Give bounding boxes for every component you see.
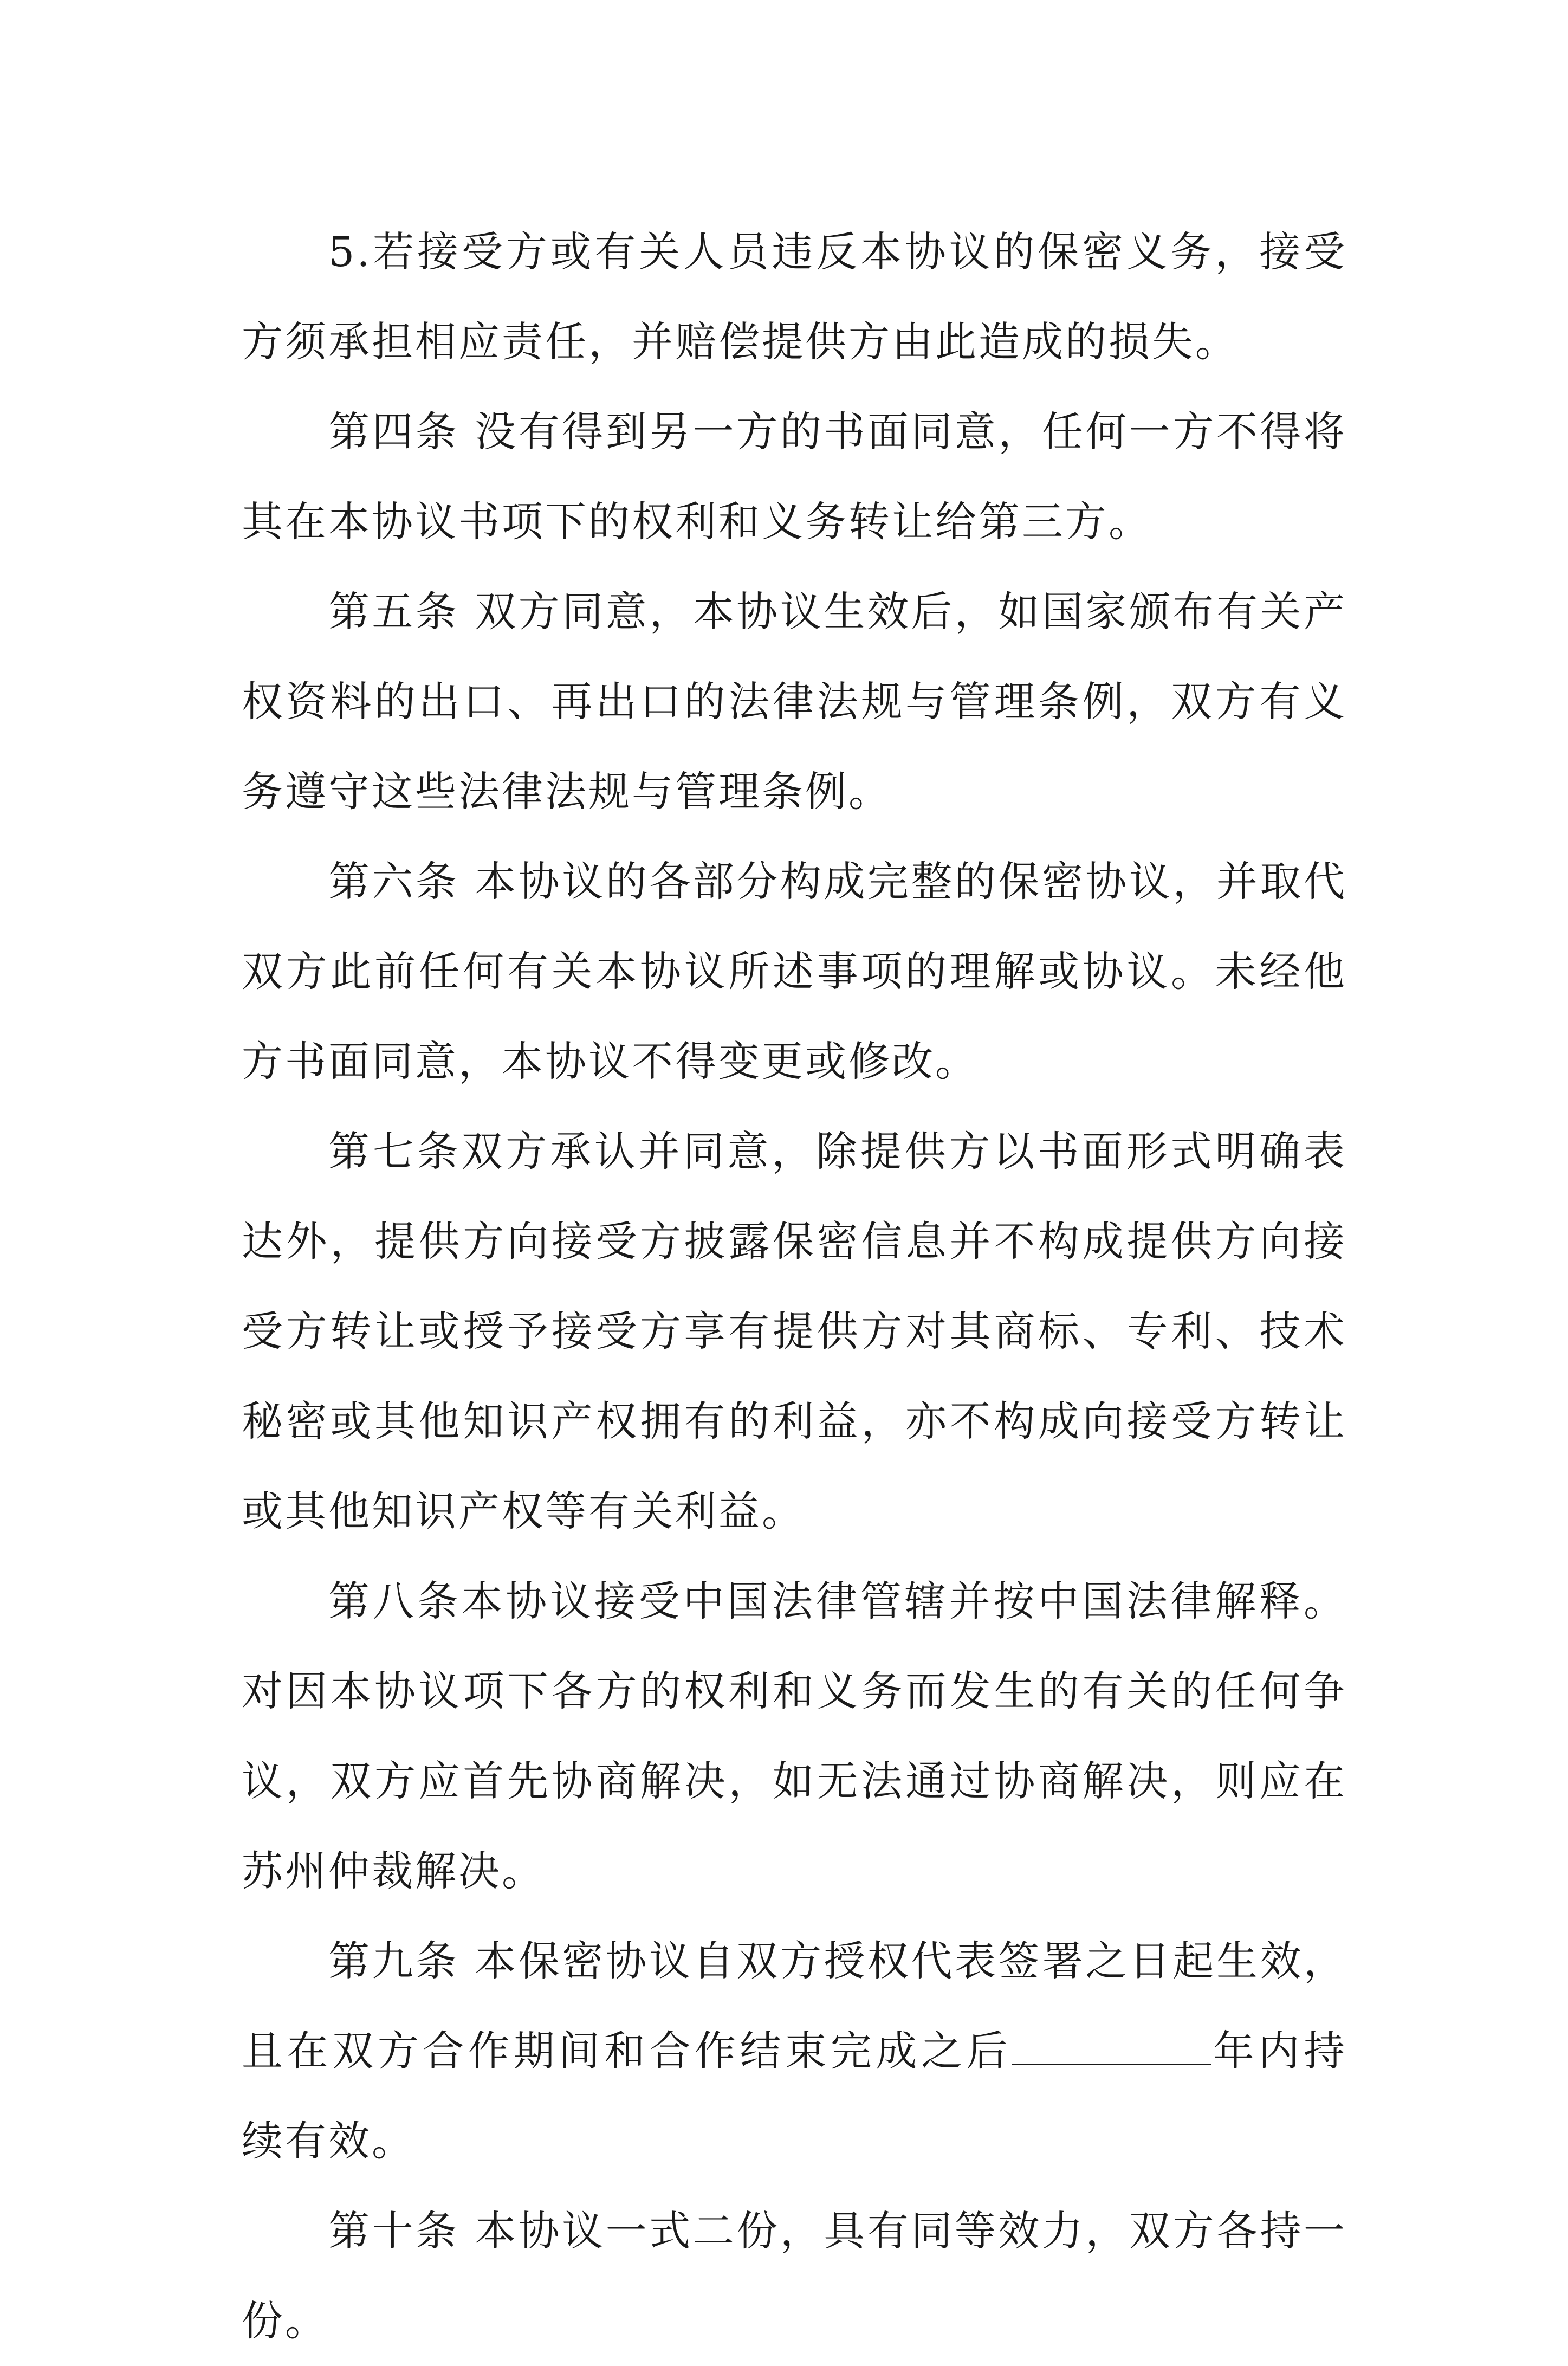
paragraph-article-9 bbox=[242, 1916, 1347, 2186]
paragraph-article-10: 第十条 本协议一式二份，具有同等效力，双方各持一份。 bbox=[242, 2207, 1347, 2345]
paragraph-article-8: 第八条本协议接受中国法律管辖并按中国法律解释。对因本协议项下各方的权利和义务而发生的有关的任何争议，双方应首先协商解决，如无法通过协商解决，则应在苏州仲裁解决。 bbox=[242, 1577, 1347, 1895]
paragraph-clause-5-confidentiality-breach: 5.若接受方或有关人员违反本协议的保密义务，接受方须承担相应责任，并赔偿提供方由此造成的损失。 bbox=[242, 228, 1347, 366]
paragraph-article-5: 第五条 双方同意，本协议生效后，如国家颁布有关产权资料的出口、再出口的法律法规与管理条例，双方有义务遵守这些法律法规与管理条例。 bbox=[242, 587, 1347, 816]
fill-in-blank-years[interactable] bbox=[1012, 2031, 1211, 2065]
document-body bbox=[242, 207, 1347, 2366]
paragraph-article-6: 第六条 本协议的各部分构成完整的保密协议，并取代双方此前任何有关本协议所述事项的理解或协议。未经他方书面同意，本协议不得变更或修改。 bbox=[242, 857, 1347, 1085]
article-9-text-after-blank: 年内持续有效。 bbox=[242, 2027, 1347, 2165]
article-9-text-before-blank: 第九条 本保密协议自双方授权代表签署之日起生效，且在双方合作期间和合作结束完成之后 bbox=[242, 1937, 1347, 2075]
paragraph-article-4: 第四条 没有得到另一方的书面同意，任何一方不得将其在本协议书项下的权利和义务转让给第三方。 bbox=[242, 408, 1347, 546]
paragraph-article-7: 第七条双方承认并同意，除提供方以书面形式明确表达外，提供方向接受方披露保密信息并不构成提供方向接受方转让或授予接受方享有提供方对其商标、专利、技术秘密或其他知识产权拥有的利益，亦不构成向接受方转让或其他知识产权等有关利益。 bbox=[242, 1127, 1347, 1535]
